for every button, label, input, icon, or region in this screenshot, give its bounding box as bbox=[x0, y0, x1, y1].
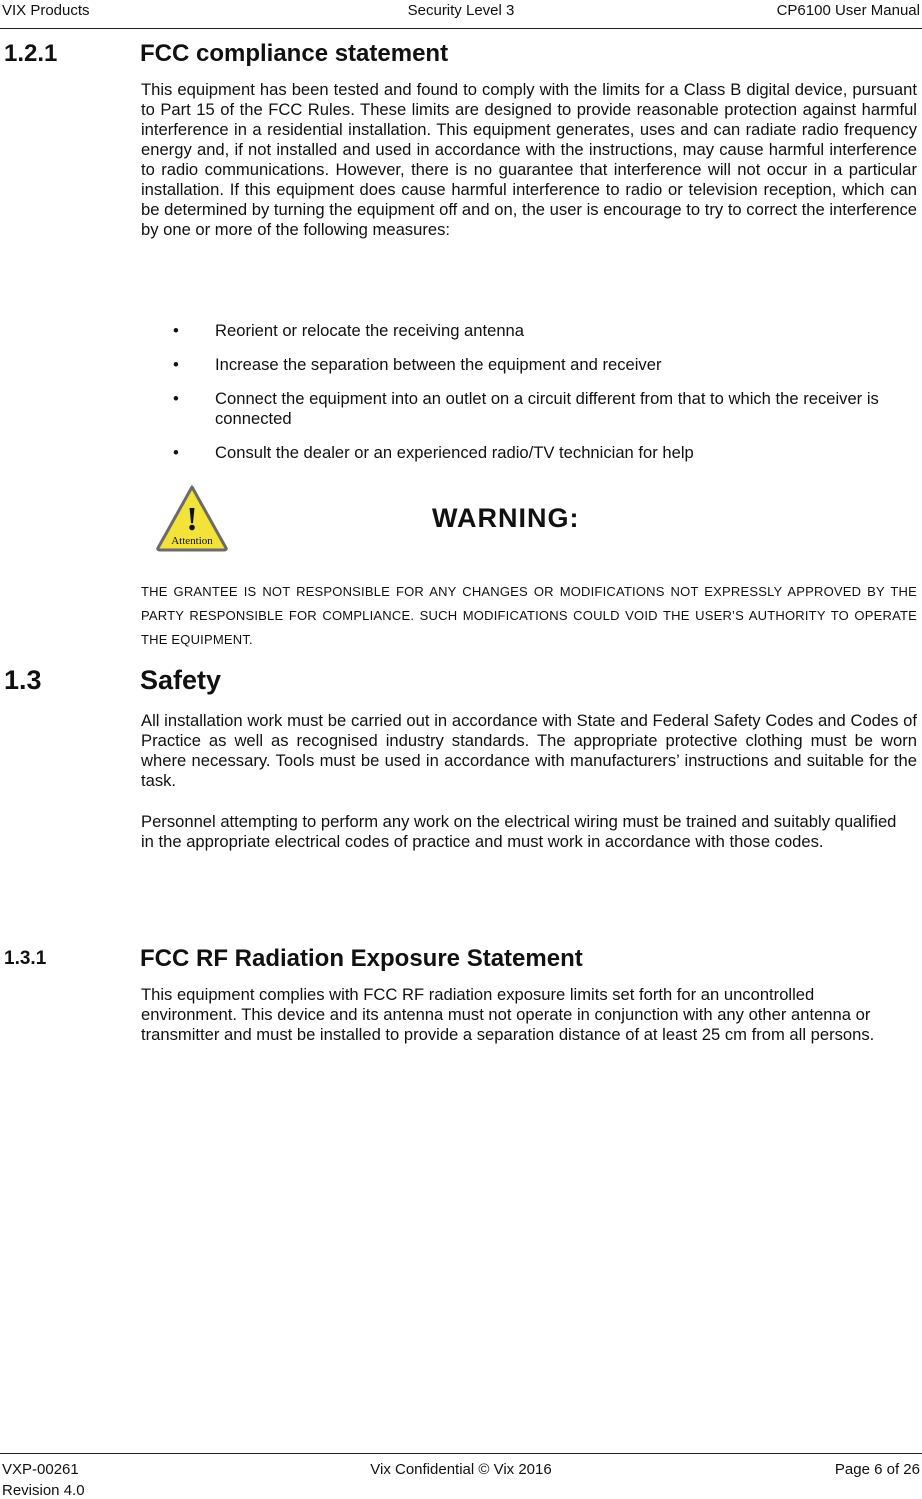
section-number-safety: 1.3 bbox=[4, 665, 42, 695]
header-rule bbox=[0, 28, 922, 29]
header-manual-title: CP6100 User Manual bbox=[776, 2, 920, 19]
list-item bbox=[141, 321, 917, 341]
attention-warning-icon bbox=[155, 484, 229, 552]
section-title-safety: Safety bbox=[140, 665, 222, 695]
section-title-fcc: FCC compliance statement bbox=[140, 40, 449, 67]
footer-revision: Revision 4.0 bbox=[2, 1482, 85, 1499]
bullet-text: Connect the equipment into an outlet on a circuit different from that to which the receiver is connected bbox=[215, 389, 879, 428]
rf-body-paragraph: This equipment complies with FCC RF radiation exposure limits set forth for an uncontrolled environment. This device and its antenna must not operate in conjunction with any other antenna or transmitter and must be installed to provide a separation distance of at least 25 cm from all persons. bbox=[141, 985, 875, 1044]
attention-mark: ! bbox=[186, 501, 198, 538]
fcc-body-paragraph: This equipment has been tested and found to comply with the limits for a Class B digital device, pursuant to Part 15 of the FCC Rules. These limits are designed to provide reasonable protection against harmful interference in a residential installation. This equipment generates, uses and can radiate radio frequency energy and, if not installed and used in accordance with the instructions, may cause harmful interference to radio communications. However, there is no guarantee that interference will not occur in a particular installation. If this equipment does cause harmful interference to radio or television reception, which can be determined by turning the equipment off and on, the user is encourage to try to correct the interference by one or more of the following measures: bbox=[141, 80, 917, 239]
bullet-text: Increase the separation between the equipment and receiver bbox=[215, 355, 662, 374]
bullet-icon: • bbox=[173, 321, 179, 340]
safety-paragraph-2: Personnel attempting to perform any work on the electrical wiring must be trained and suitably qualified in the appropriate electrical codes of practice and must work in accordance with those codes. bbox=[141, 812, 897, 851]
footer-confidential: Vix Confidential © Vix 2016 bbox=[370, 1461, 552, 1478]
section-number-rf: 1.3.1 bbox=[4, 948, 47, 969]
warning-title: WARNING: bbox=[432, 503, 580, 533]
warning-text: THE GRANTEE IS NOT RESPONSIBLE FOR ANY CHANGES OR MODIFICATIONS NOT EXPRESSLY APPROVED BY THE PARTY RESPONSIBLE FOR COMPLIANCE. SUCH MODIFICATIONS COULD VOID THE USER’S AUTHORITY TO OPERATE THE EQUIPMENT. bbox=[141, 584, 917, 647]
header-company: VIX Products bbox=[2, 2, 90, 19]
list-item bbox=[141, 443, 917, 463]
list-item bbox=[141, 389, 917, 429]
attention-label: Attention bbox=[171, 535, 213, 547]
section-number-fcc: 1.2.1 bbox=[4, 40, 58, 67]
safety-paragraph-1: All installation work must be carried out in accordance with State and Federal Safety Codes and Codes of Practice as well as recognised industry standards. The appropriate protective clothing must be worn where necessary. Tools must be used in accordance with manufacturers’ instructions and suitable for the task. bbox=[141, 711, 917, 790]
footer-page-number: Page 6 of 26 bbox=[834, 1461, 920, 1478]
bullet-icon: • bbox=[173, 389, 179, 408]
bullet-text: Reorient or relocate the receiving antenna bbox=[215, 321, 525, 340]
bullet-icon: • bbox=[173, 355, 179, 374]
fcc-measures-list bbox=[141, 321, 917, 463]
bullet-text: Consult the dealer or an experienced radio/TV technician for help bbox=[215, 443, 694, 462]
page-header bbox=[0, 0, 922, 30]
header-security-level: Security Level 3 bbox=[407, 2, 515, 19]
footer-doc-id: VXP-00261 bbox=[2, 1461, 79, 1478]
section-title-rf: FCC RF Radiation Exposure Statement bbox=[140, 945, 583, 972]
list-item bbox=[141, 355, 917, 375]
footer-rule bbox=[0, 1453, 922, 1454]
bullet-icon: • bbox=[173, 443, 179, 462]
